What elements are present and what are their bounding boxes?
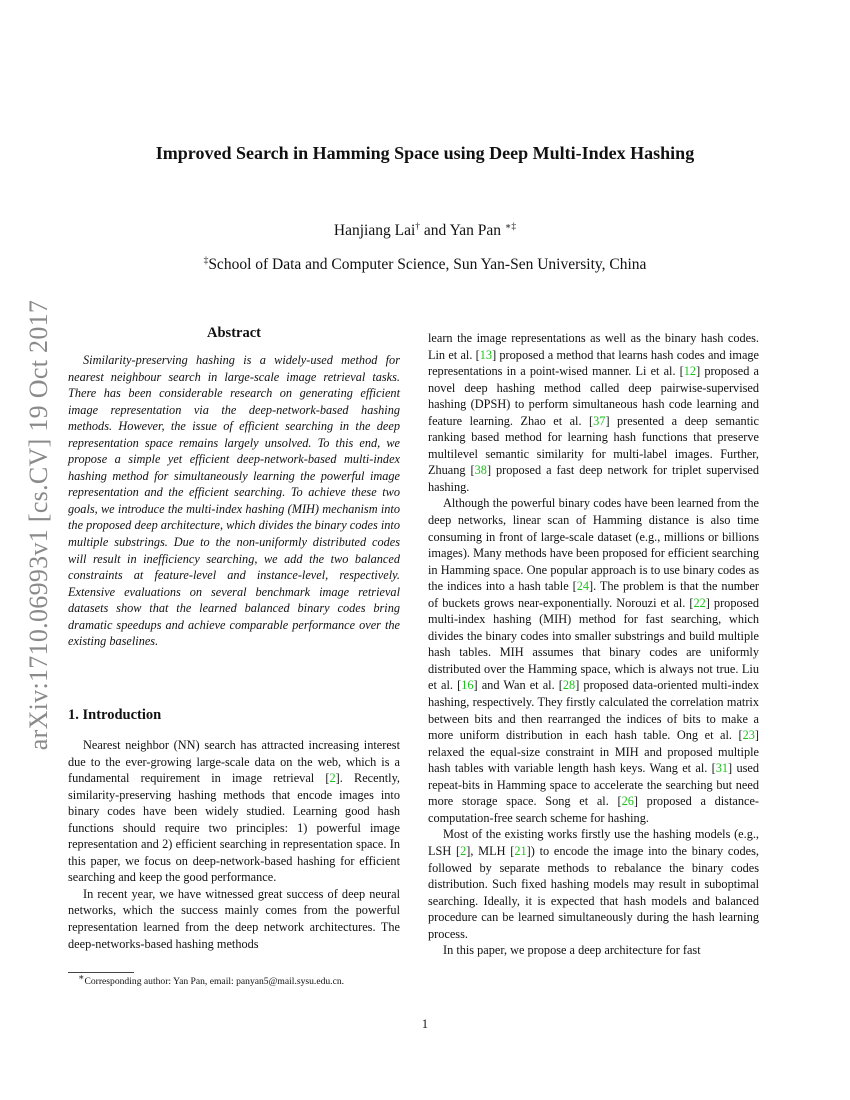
footnote-mark: ∗ <box>78 972 85 983</box>
paragraph: learn the image representations as well as the binary hash codes. Lin et al. [13] proposed a method that learns hash codes and image representations in a point-wised manner. Li et al. [12] proposed a novel deep hashing method called deep pairwise-supervised hashing (DPSH) to perform simultaneous hash code learning and feature learning. Zhao et al. [37] presented a deep semantic ranking based method for learning hash functions that preserve multilevel semantic similarity for multi-label images. Further, Zhuang [38] proposed a fast deep network for triplet supervised hashing. <box>428 331 760 494</box>
citation-link[interactable]: 24 <box>576 579 589 594</box>
citation-link[interactable]: 28 <box>562 678 576 693</box>
abstract-column <box>68 352 400 650</box>
affiliation-text: School of Data and Computer Science, Sun Yan-Sen University, China <box>208 256 647 273</box>
abstract-text: Similarity-preserving hashing is a widely-used method for nearest neighbour search in large-scale image retrieval tasks. There has been considerable research on generating efficient image representation via the deep-network-based hashing methods. However, the issue of efficient searching in the deep representation space remains largely unsolved. To this end, we propose a simple yet efficient deep-network-based multi-index hashing method for simultaneously learning the powerful image representation and the efficient searching. To achieve these two goals, we introduce the multi-index hashing (MIH) mechanism into the proposed deep architecture, which divides the binary codes into multiple substrings. Due to the non-uniformly distributed codes will result in inefficiency searching, we add the two balanced constraints at feature-level and instance-level, respectively. Extensive evaluations on several benchmark image retrieval datasets show that the learned balanced binary codes bring dramatic speedups and achieve comparable performance over the existing baselines. <box>68 353 400 649</box>
right-column <box>428 330 759 959</box>
citation-link[interactable]: 38 <box>474 463 487 478</box>
abstract-heading: Abstract <box>207 325 261 341</box>
citation-link[interactable]: 22 <box>693 595 706 610</box>
citation-link[interactable]: 2 <box>329 771 336 786</box>
citation-link[interactable]: 2 <box>460 843 467 858</box>
affiliation <box>0 256 850 274</box>
footnote <box>68 972 400 988</box>
arxiv-identifier <box>14 295 64 755</box>
author-and: and Yan Pan <box>420 222 505 239</box>
footnote-text: Corresponding author: Yan Pan, email: panyan5@mail.sysu.edu.cn. <box>84 976 345 987</box>
paragraph: Nearest neighbor (NN) search has attracted increasing interest due to the ever-growing large-scale data on the web, which is a fundamental requirement in image retrieval [2]. Recently, similarity-preserving hashing methods that encode images into binary codes have been widely studied. Learning good hash functions should require two principles: 1) powerful image representation and 2) efficient searching in representation space. In this paper, we focus on deep-network-based hashing for efficient searching and keep the good performance. <box>68 738 400 885</box>
citation-link[interactable]: 16 <box>461 678 474 693</box>
citation-link[interactable]: 12 <box>683 364 697 379</box>
paper-title: Improved Search in Hamming Space using Deep Multi-Index Hashing <box>155 143 695 163</box>
paragraph: Most of the existing works firstly use the hashing models (e.g., LSH [2], MLH [21]) to encode the image into the binary codes, followed by separate methods to rebalance the binary codes distribution. Such fixed hashing models may result in suboptimal searching. Ideally, it is expected that hash models and balanced procedure can be learned simultaneously during the hash learning process. <box>428 827 759 941</box>
paragraph: In recent year, we have witnessed great success of deep neural networks, which the success mainly comes from the powerful representation learned from the deep network architectures. The deep-networks-based hashing methods <box>68 886 400 951</box>
arxiv-identifier-text: arXiv:1710.06993v1 [cs.CV] 19 Oct 2017 <box>24 299 53 751</box>
citation-link[interactable]: 26 <box>621 794 634 809</box>
introduction-heading: 1. Introduction <box>68 707 162 723</box>
citation-link[interactable]: 23 <box>742 728 755 743</box>
author-line <box>0 222 850 240</box>
affiliation-mark: ‡ <box>203 255 209 266</box>
paragraph: Although the powerful binary codes have been learned from the deep networks, linear scan of Hamming distance is also time consuming in front of large-scale dataset (e.g., millions or billions images). Many methods have been proposed for efficient searching in Hamming space. One popular approach is to use binary codes as the indices into a hash table [24]. The problem is that the number of buckets grows near-exponentially. Norouzi et al. [22] proposed multi-index hashing (MIH) method for fast searching, which divides the binary codes into smaller substrings and build multiple hash tables. MIH assumes that binary codes are uniformly distributed over the Hamming space, which is always not true. Liu et al. [16] and Wan et al. [28] proposed data-oriented multi-index hashing, respectively. They firstly calculated the correlation matrix between bits and then rearranged the indices of bits to make a more uniform distribution in each hash table. Ong et al. [23] relaxed the equal-size constraint in MIH and proposed multiple hash tables with variable length hash keys. Wang et al. [31] used repeat-bits in Hamming space to accelerate the searching but need more storage space. Song et al. [26] proposed a distance-computation-free search scheme for hashing. <box>428 496 760 825</box>
author-mark: ∗‡ <box>504 221 517 232</box>
citation-link[interactable]: 13 <box>479 347 493 362</box>
paragraph: In this paper, we propose a deep architecture for fast <box>443 943 701 958</box>
author-mark: † <box>415 221 421 232</box>
citation-link[interactable]: 21 <box>514 843 527 858</box>
introduction-column <box>68 737 400 952</box>
citation-link[interactable]: 37 <box>593 413 606 428</box>
page-number: 1 <box>421 1017 429 1031</box>
citation-link[interactable]: 31 <box>715 761 729 776</box>
author-name: Hanjiang Lai <box>333 222 416 239</box>
